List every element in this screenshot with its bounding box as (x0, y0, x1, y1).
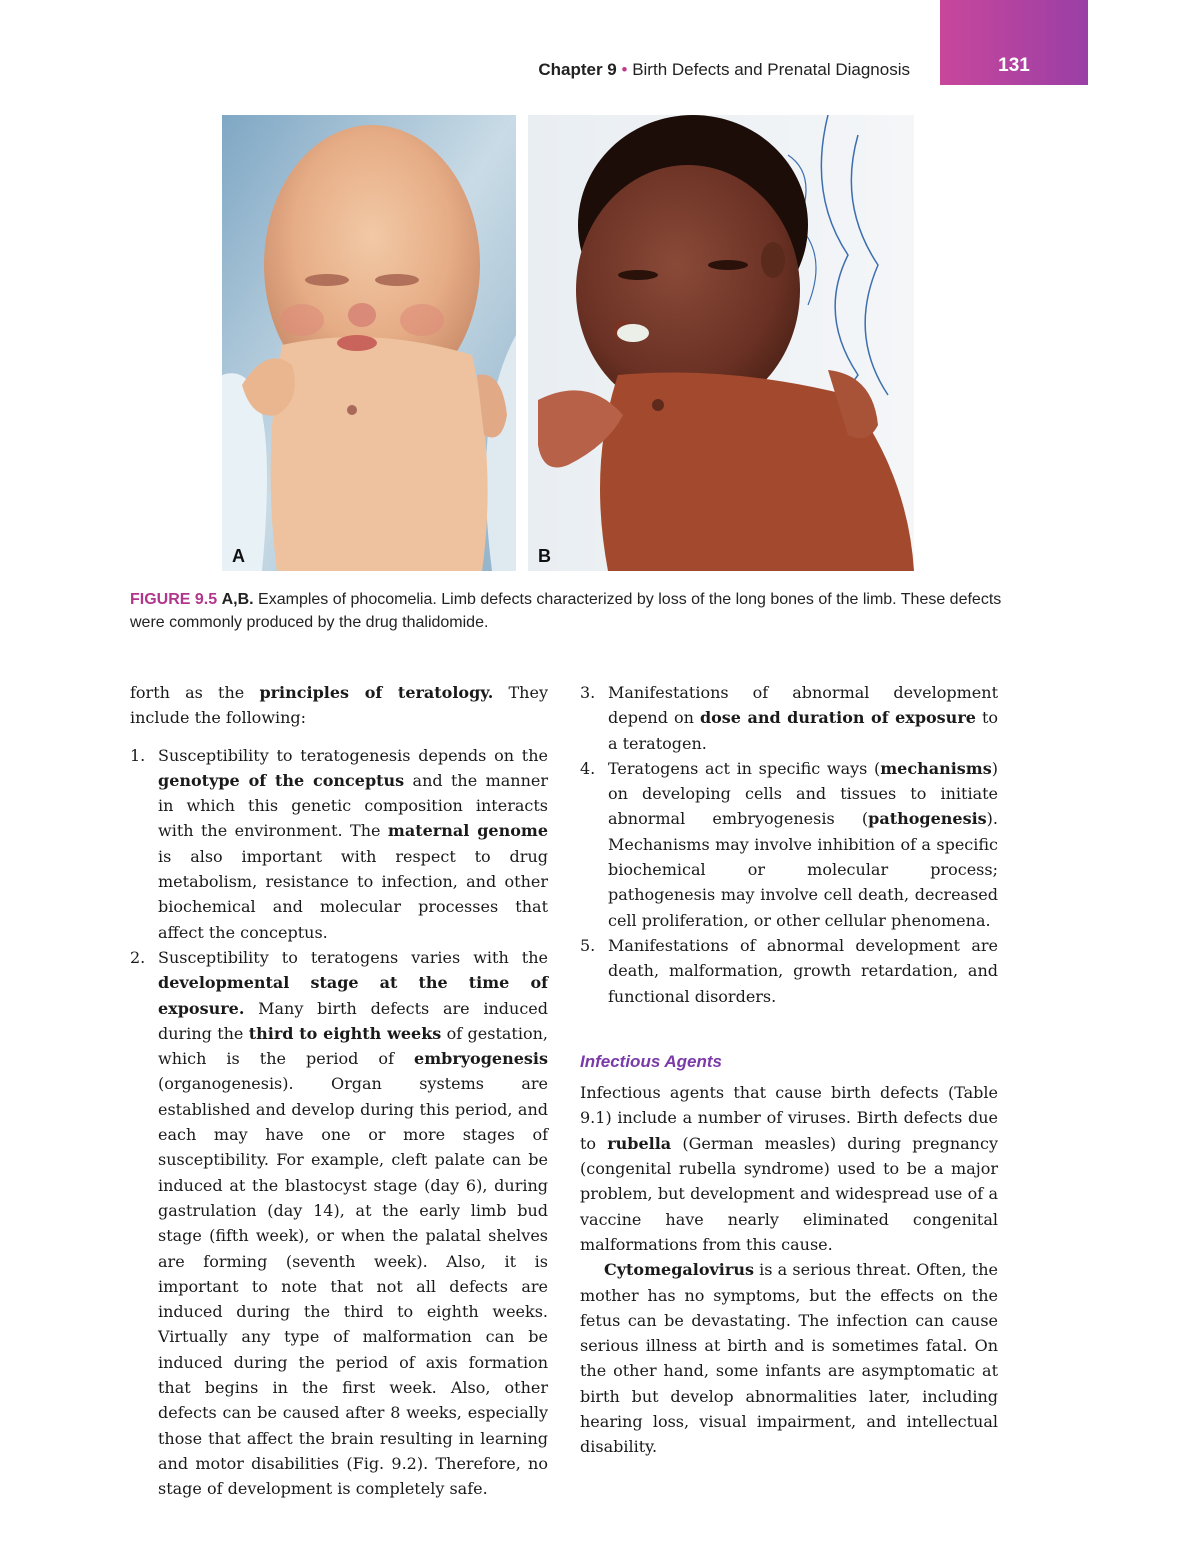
figure-caption-text: Examples of phocomelia. Limb defects characterized by loss of the long bones of the limb. These defects were commonly produced by the drug thalidomide. (130, 591, 1002, 631)
bold-term: pathogenesis (868, 809, 987, 829)
bold-term: mechanisms (880, 758, 992, 778)
bold-term: embryogenesis (414, 1049, 548, 1069)
figure-caption (130, 588, 1010, 634)
bold-term: third to eighth weeks (248, 1023, 442, 1043)
list-number: 5. (580, 935, 596, 955)
list-item (130, 945, 548, 1502)
list-text: Manifestations of abnormal development depend on dose and duration of exposure to a teratogen. (608, 683, 999, 753)
infant-photo-a (222, 115, 516, 571)
figure-panels: A,B. (221, 591, 254, 608)
page-number-tab (940, 0, 1088, 85)
list-item (580, 933, 998, 1009)
chapter-title: Birth Defects and Prenatal Diagnosis (632, 60, 910, 79)
list-text: Teratogens act in specific ways (mechanisms) on developing cells and tissues to initiate abnormal embryogenesis (pathogenesis). Mechanisms may involve inhibition of a specific biochemical or molecular process; pathogenesis may involve cell death, decreased cell proliferation, or other cellular phenomena. (608, 758, 998, 930)
figure-photo-b (528, 115, 914, 571)
panel-label-a: A (232, 546, 245, 566)
intro-paragraph: forth as the principles of teratology. They include the following: (130, 683, 548, 728)
principles-list (130, 743, 548, 1502)
bold-term: dose and duration of exposure (699, 708, 976, 728)
list-text: Susceptibility to teratogenesis depends on the genotype of the conceptus and the manner in which this genetic composition interacts with the environment. The maternal genome is also important with respect to drug metabolism, resistance to infection, and other biochemical and molecular processes that affect the conceptus. (158, 745, 549, 942)
header-separator: • (621, 60, 628, 79)
list-text: Susceptibility to teratogens varies with the developmental stage at the time of exposure. Many birth defects are induced during the third to eighth weeks of gestation, which is the period of embryogenesis (organogenesis). Organ systems are established and develop during this period, and each may have one or more stages of susceptibility. For example, cleft palate can be induced at the blastocyst stage (day 6), during gastrulation (day 14), at the early limb bud stage (fifth week), or when the palatal shelves are forming (seventh week). Also, it is important to note that not all defects are induced during the third to eighth weeks. Virtually any type of malformation can be induced during the period of axis formation that begins in the first week. Also, other defects can be caused after 8 weeks, especially those that affect the brain resulting in learning and motor disabilities (Fig. 9.2). Therefore, no stage of development is completely safe. (158, 947, 548, 1499)
principles-list-continued (580, 680, 998, 1009)
body-paragraph: Infectious agents that cause birth defects (Table 9.1) include a number of viruses. Birth defects due to rubella (German measles) during pregnancy (congenital rubella syndrome) used to be a major problem, but development and widespread use of a vaccine have nearly eliminated congenital malformations from this cause. (580, 1083, 998, 1254)
right-column (580, 680, 998, 1460)
panel-label-b: B (538, 546, 551, 566)
running-header (538, 60, 910, 80)
page-number: 131 (998, 55, 1030, 76)
bold-term: maternal genome (387, 821, 548, 841)
list-item (580, 756, 998, 933)
bold-term: Cytomegalovirus (604, 1260, 754, 1280)
bold-term: genotype of the conceptus (158, 770, 405, 790)
list-item (130, 743, 548, 945)
infant-photo-b (528, 115, 914, 571)
figure-id: FIGURE 9.5 (130, 591, 218, 608)
bold-term: developmental stage at the time of exposure. (158, 973, 548, 1018)
list-number: 4. (580, 758, 596, 778)
list-number: 1. (130, 745, 146, 765)
left-column (130, 680, 548, 1502)
bold-term: principles of teratology. (259, 683, 494, 702)
list-number: 2. (130, 947, 146, 967)
list-number: 3. (580, 683, 596, 702)
body-paragraph: Cytomegalovirus is a serious threat. Often, the mother has no symptoms, but the effects on the fetus can be devastating. The infection can cause serious illness at birth and is sometimes fatal. On the other hand, some infants are asymptomatic at birth but develop abnormalities later, including hearing loss, visual impairment, and intellectual disability. (580, 1260, 998, 1457)
figure-photo-a (222, 115, 516, 571)
bold-term: rubella (607, 1133, 672, 1153)
chapter-label: Chapter 9 (538, 60, 617, 79)
list-text: Manifestations of abnormal development are death, malformation, growth retardation, and functional disorders. (608, 935, 998, 1006)
section-heading: Infectious Agents (580, 1051, 722, 1071)
list-item (580, 680, 998, 756)
